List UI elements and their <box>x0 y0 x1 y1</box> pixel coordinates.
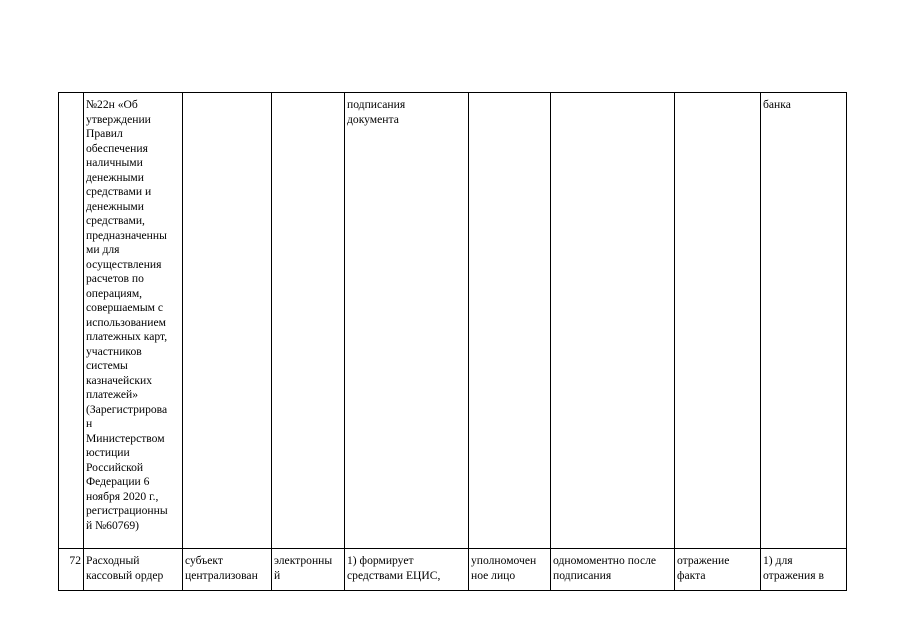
cell-text-line: средствами ЕЦИС, <box>347 568 441 582</box>
cell-text-line: централизован <box>185 568 258 582</box>
cell-text-line: казначейских <box>86 373 153 387</box>
cell-text-line: н <box>86 417 93 430</box>
cell-text-line: денежными <box>86 170 144 184</box>
purpose-cell <box>675 93 761 549</box>
cell-text-line: 1) для <box>763 554 793 567</box>
cell-text-line: платежных карт, <box>86 330 168 343</box>
cell-text-line: кассовый ордер <box>86 568 164 582</box>
cell-text-line: факта <box>677 568 706 582</box>
notes-cell <box>761 93 847 549</box>
cell-text-line: средствами, <box>86 214 145 227</box>
cell-text-line: Федерации 6 <box>86 475 150 488</box>
row-number-cell: 72 <box>59 549 84 591</box>
table-row <box>59 93 847 549</box>
subject-cell <box>183 549 272 591</box>
document-name-cell <box>84 549 183 591</box>
cell-text-line: №22н «Об <box>86 98 138 111</box>
cell-text-line: электронны <box>274 554 333 567</box>
procedure-cell <box>345 93 469 549</box>
cell-text-line: предназначенны <box>86 228 167 242</box>
cell-text-line: документа <box>347 112 399 126</box>
cell-text-line: Российской <box>86 460 144 474</box>
form-cell <box>272 549 345 591</box>
cell-text-line: утверждении <box>86 112 151 126</box>
cell-text-line: й №60769) <box>86 518 140 532</box>
table-row <box>59 549 847 591</box>
cell-text-line: уполномочен <box>471 554 537 567</box>
cell-text-line: регистрационны <box>86 504 168 517</box>
cell-text-line: расчетов по <box>86 272 144 285</box>
document-table <box>58 92 847 591</box>
cell-text-line: операциям, <box>86 286 143 300</box>
timing-cell <box>551 549 675 591</box>
cell-text-line: ное лицо <box>471 568 516 582</box>
cell-text-line: осуществления <box>86 257 162 271</box>
responsible-cell <box>469 549 551 591</box>
purpose-cell <box>675 549 761 591</box>
cell-text-line: обеспечения <box>86 141 148 155</box>
cell-text-line: (Зарегистрирова <box>86 402 168 416</box>
cell-text-line: субъект <box>185 554 223 567</box>
cell-text-line: системы <box>86 359 128 372</box>
cell-text-line: й <box>274 568 281 582</box>
cell-text-line: одномоментно после <box>553 554 657 567</box>
cell-text-line: использованием <box>86 315 166 329</box>
subject-cell <box>183 93 272 549</box>
cell-text-line: подписания <box>347 98 406 111</box>
document-name-cell <box>84 93 183 549</box>
cell-text-line: подписания <box>553 568 612 582</box>
cell-text-line: ноября 2020 г., <box>86 489 159 503</box>
notes-cell <box>761 549 847 591</box>
cell-text-line: отражения в <box>763 568 824 582</box>
cell-text-line: ми для <box>86 243 120 256</box>
cell-text-line: отражение <box>677 554 730 567</box>
form-cell <box>272 93 345 549</box>
cell-text-line: платежей» <box>86 388 139 401</box>
cell-text-line: Правил <box>86 127 123 140</box>
procedure-cell <box>345 549 469 591</box>
row-number-cell <box>59 93 84 549</box>
cell-text-line: Расходный <box>86 554 140 567</box>
cell-text-line: 1) формирует <box>347 554 414 567</box>
cell-text-line: юстиции <box>86 446 130 459</box>
cell-text-line: средствами и <box>86 185 152 198</box>
cell-text-line: совершаемым с <box>86 301 164 314</box>
cell-text-line: наличными <box>86 156 143 169</box>
responsible-cell <box>469 93 551 549</box>
cell-text-line: участников <box>86 344 142 358</box>
cell-text-line: банка <box>763 98 791 111</box>
cell-text-line: денежными <box>86 199 144 213</box>
timing-cell <box>551 93 675 549</box>
cell-text-line: Министерством <box>86 431 165 445</box>
